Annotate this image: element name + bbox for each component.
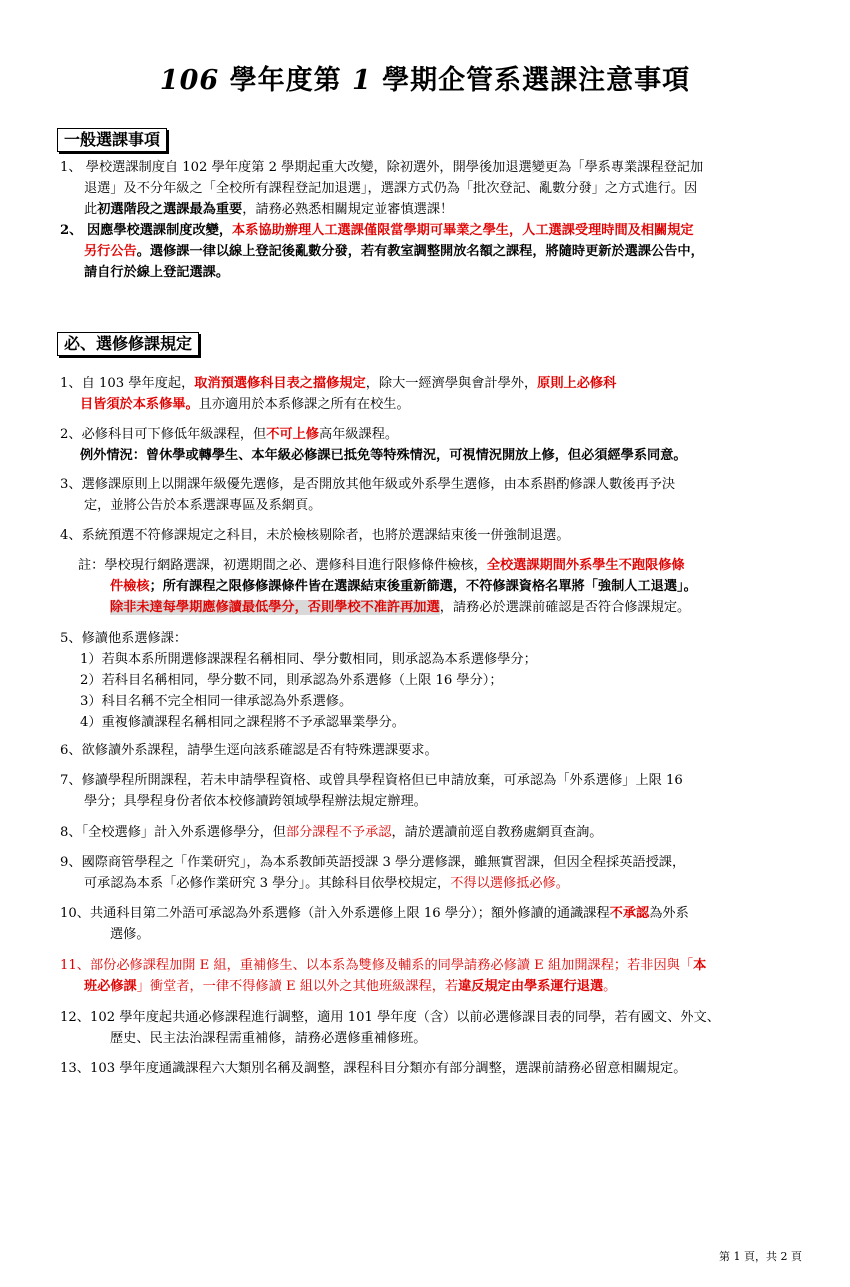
rule-item-4 (60, 525, 805, 546)
text-segment: 為外系 (649, 906, 689, 921)
text-segment: 11、部份必修課程加開 E 組，重補修生、以本系為雙修及輔系的同學請務必修讀 E 組加開課程；若非因與「 (60, 958, 694, 973)
rule-item-11 (60, 955, 805, 997)
rule-item-9-line-1: 9、國際商管學程之「作業研究」，為本系教師英語授課 3 學分選修課，雖無實習課，但因全程採英語授課， (60, 855, 686, 870)
rule-item-13 (60, 1058, 805, 1079)
general-item-1 (60, 157, 805, 220)
general-item-2 (60, 220, 805, 283)
rule-item-5-sub-1: 1）若與本系所開選修課課程名稱相同、學分數相同，則承認為本系選修學分； (80, 652, 537, 667)
rule-item-1-line-1 (60, 373, 805, 394)
text-segment: 註：學校現行網路選課，初選期間之必、選修科目進行限修條件檢核， (78, 558, 487, 573)
rule-note (78, 555, 805, 618)
rule-item-5 (60, 628, 805, 733)
rule-item-8 (60, 822, 805, 843)
rule-item-13-line-1: 13、103 學年度通識課程六大類別名稱及調整，課程科目分類亦有部分調整，選課前請務必留意相關規定。 (60, 1061, 687, 1076)
rule-item-5-sub-4: 4）重複修讀課程名稱相同之課程將不予承認畢業學分。 (80, 715, 405, 730)
rule-item-5-sub-2: 2）若科目名稱相同，學分數不同，則承認為外系選修（上限 16 學分）； (80, 673, 503, 688)
rule-item-11-line-2 (60, 976, 805, 997)
red-emphasis-text: 取消預選修科目表之擋修規定 (194, 376, 366, 391)
rule-item-2 (60, 424, 805, 466)
title-semester: 1 (351, 65, 372, 96)
rule-item-10-line-1 (60, 903, 805, 924)
red-emphasis-text: 不可上修 (266, 427, 319, 442)
red-emphasis-text: 原則上必修科 (537, 376, 617, 391)
rule-item-2-line-2: 例外情況：曾休學或轉學生、本年級必修課已抵免等特殊情況，可視情況開放上修，但必須經學系同意。 (80, 448, 687, 463)
text-segment: ，除大一經濟學與會計學外， (365, 376, 538, 391)
rule-item-7-line-1: 7、修讀學程所開課程，若未申請學程資格、或曾具學程資格但已申請放棄，可承認為「外系選修」上限 16 (60, 773, 683, 788)
rule-item-6-line-1: 6、欲修讀外系課程，請學生逕向該系確認是否有特殊選課要求。 (60, 743, 438, 758)
general-item-1-line-1: 1、 學校選課制度自 102 學年度第 2 學期起重大改變，除初選外，開學後加退選變更為「學系專業課程登記加 (60, 160, 704, 175)
emphasis-text: ；所有課程之限修修課條件皆在選課結束後重新篩選，不符修課資格名單將「強制人工退選」。 (149, 579, 697, 594)
emphasis-text: 初選階段之選課最為重要 (97, 202, 243, 217)
rule-item-7 (60, 770, 805, 812)
rule-item-8-line-1 (60, 822, 805, 843)
text-segment: 8、「全校選修」計入外系選修學分，但 (60, 825, 286, 840)
rule-note-line-3 (78, 597, 805, 618)
page-number: 第 1 頁，共 2 頁 (719, 1250, 802, 1263)
text-segment: 」衝堂者，一律不得修讀 E 組以外之其他班級課程，若 (136, 979, 459, 994)
page-title (0, 58, 850, 97)
text-segment: 。 (603, 979, 617, 994)
rule-item-1 (60, 373, 805, 415)
red-emphasis-text: 件檢核 (110, 579, 150, 594)
red-emphasis-text: 目皆須於本系修畢。 (80, 397, 199, 412)
text-segment: ，請務必熟悉相關規定並審慎選課！ (242, 202, 454, 217)
text-segment: 此 (84, 202, 98, 217)
rule-item-1-line-2 (60, 394, 805, 415)
rule-item-9-line-2 (60, 873, 805, 894)
red-emphasis-text: 不得以選修抵必修。 (450, 876, 569, 891)
rule-item-12 (60, 1007, 805, 1049)
text-segment: ，請務必於選課前確認是否符合修課規定。 (439, 600, 691, 615)
emphasis-text: 本 (693, 958, 707, 973)
rule-item-6 (60, 740, 805, 761)
text-segment: 2、必修科目可下修低年級課程，但 (60, 427, 267, 442)
general-item-2-line-3: 請自行於線上登記選課。 (84, 265, 230, 280)
rule-item-7-line-2: 學分；具學程身份者依本校修讀跨領域學程辦法規定辦理。 (84, 794, 427, 809)
rule-item-11-line-1 (60, 955, 805, 976)
rule-item-3 (60, 474, 805, 516)
general-item-2-line-2 (60, 241, 805, 262)
text-segment: 2、 因應學校選課制度改變， (60, 223, 233, 238)
text-segment: 。選修課一律以線上登記後亂數分發，若有教室調整開放名額之課程，將隨時更新於選課公告中， (136, 244, 704, 259)
general-item-1-line-3 (60, 199, 805, 220)
rule-note-line-2 (78, 576, 805, 597)
rule-item-3-line-2: 定，並將公告於本系選課專區及系網頁。 (84, 498, 322, 513)
emphasis-text: 班必修課 (84, 979, 137, 994)
title-text-2: 學期企管系選課注意事項 (371, 65, 691, 96)
section-heading-rules: 必、選修修課規定 (57, 332, 199, 356)
emphasis-text: 違反規定由學系運行退選 (458, 979, 604, 994)
text-segment: ，請於選讀前逕自教務處網頁查詢。 (391, 825, 603, 840)
red-emphasis-text: 另行公告 (84, 244, 137, 259)
rule-item-4-line-1: 4、系統預選不符修課規定之科目，未於檢核剔除者，也將於選課結束後一併強制退選。 (60, 528, 570, 543)
rule-item-10-line-2: 選修。 (110, 927, 150, 942)
general-item-2-line-1 (60, 220, 805, 241)
text-segment: 且亦適用於本系修課之所有在校生。 (198, 397, 410, 412)
general-item-1-line-2: 退選」及不分年級之「全校所有課程登記加退選」，選課方式仍為「批次登記、亂數分發」之方式進行。因 (84, 181, 698, 196)
title-year: 106 (159, 65, 220, 96)
red-emphasis-text: 本系協助辦理人工選課僅限當學期可畢業之學生，人工選課受理時間及相關規定 (232, 223, 694, 238)
rule-item-3-line-1: 3、選修課原則上以開課年級優先選修，是否開放其他年級或外系學生選修，由本系斟酌修課人數後再予決 (60, 477, 676, 492)
red-emphasis-text: 不承認 (609, 906, 650, 921)
section-heading-general: 一般選課事項 (57, 128, 167, 152)
rule-item-9 (60, 852, 805, 894)
rule-item-5-sub-3: 3）科目名稱不完全相同一律承認為外系選修。 (80, 694, 353, 709)
rule-item-10 (60, 903, 805, 945)
rule-item-2-line-1 (60, 424, 805, 445)
text-segment: 1、自 103 學年度起， (60, 376, 195, 391)
title-text-1: 學年度第 (219, 65, 352, 96)
text-segment: 10、共通科目第二外語可承認為外系選修（計入外系選修上限 16 學分）；額外修讀的通識課程 (60, 906, 610, 921)
rule-item-5-line-1: 5、修讀他系選修課： (60, 631, 188, 646)
rule-item-12-line-2: 歷史、民主法治課程需重補修，請務必選修重補修班。 (110, 1031, 427, 1046)
text-segment: 高年級課程。 (318, 427, 399, 442)
red-emphasis-text: 全校選課期間外系學生不跑限修條 (486, 558, 685, 573)
highlighted-red-text: 除非未達每學期應修讀最低學分，否則學校不准許再加選 (110, 600, 440, 615)
red-emphasis-text: 部分課程不予承認 (285, 825, 392, 840)
rule-note-line-1 (78, 555, 805, 576)
text-segment: 可承認為本系「必修作業研究 3 學分」。其餘科目依學校規定， (84, 876, 451, 891)
rule-item-12-line-1: 12、102 學年度起共通必修課程進行調整，適用 101 學年度（含）以前必選修課目表的同學，若有國文、外文、 (60, 1010, 720, 1025)
